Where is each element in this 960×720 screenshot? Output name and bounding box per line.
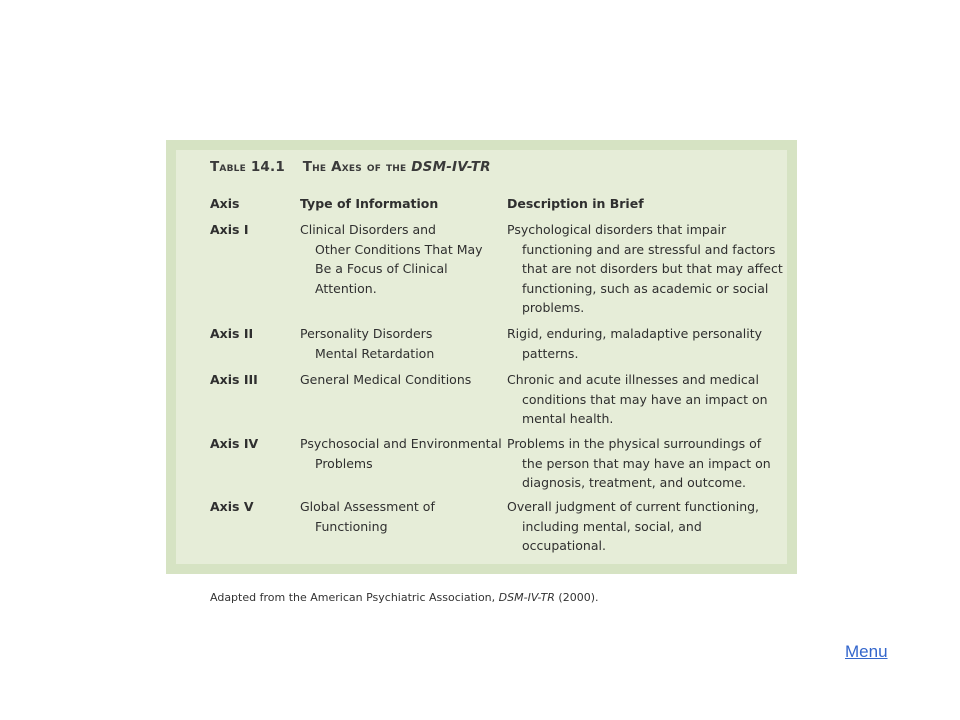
row-type-line: Mental Retardation [315,345,435,361]
row-type [300,220,483,298]
row-desc-line: problems. [522,300,585,315]
row-axis: Axis IV [210,436,259,451]
row-description [507,434,771,493]
row-type-line: Functioning [315,518,388,534]
row-type [300,497,435,536]
row-type-line: Personality Disorders [300,326,433,341]
menu-link[interactable]: Menu [845,642,888,661]
row-desc-line: diagnosis, treatment, and outcome. [522,475,746,490]
row-description [507,370,768,429]
row-desc-line: functioning, such as academic or social [522,280,769,296]
table-title-prefix: Table [210,159,246,175]
row-desc-line: functioning and are stressful and factors [522,241,776,257]
row-description [507,497,759,556]
row-desc-line: including mental, social, and [522,518,702,534]
row-axis: Axis I [210,222,249,237]
row-type-line: General Medical Conditions [300,372,472,387]
row-axis: Axis V [210,499,254,514]
row-type [300,370,471,390]
row-desc-line: mental health. [522,411,614,426]
row-axis: Axis III [210,372,258,387]
row-type-line: Be a Focus of Clinical [315,261,448,276]
row-type-line: Attention. [315,280,377,296]
table-row [210,220,248,240]
row-desc-line: patterns. [522,345,579,361]
row-type [300,324,434,363]
row-desc-line: Psychological disorders that impair [507,222,727,237]
table-title-italic: DSM-IV-TR [411,159,491,175]
row-type-line: Problems [315,455,373,471]
row-desc-line: Overall judgment of current functioning, [507,499,760,514]
row-desc-line: Problems in the physical surroundings of [507,436,762,451]
row-description [507,220,783,318]
row-desc-line: Rigid, enduring, maladaptive personality [507,326,763,341]
row-desc-line: occupational. [522,538,606,553]
table-row [210,370,258,390]
row-desc-line: Chronic and acute illnesses and medical [507,372,759,387]
table-title [210,159,491,175]
header-type: Type of Information [300,196,439,211]
header-axis: Axis [210,196,240,211]
row-desc-line: the person that may have an impact on [522,455,771,471]
row-type-line: Other Conditions That May [315,241,483,257]
row-type-line: Global Assessment of [300,499,435,514]
table-title-number: 14.1 [250,159,285,175]
header-description: Description in Brief [507,196,644,211]
row-type [300,434,502,473]
row-desc-line: conditions that may have an impact on [522,391,768,407]
table-title-main: The Axes of the [302,159,407,175]
row-type-line: Psychosocial and Environmental [300,436,502,451]
row-desc-line: that are not disorders but that may affect [522,261,783,276]
table-row [210,434,258,454]
row-description [507,324,762,363]
caption-prefix: Adapted from the American Psychiatric Association, [210,591,496,604]
table-caption [210,591,599,604]
row-axis: Axis II [210,326,254,341]
caption-suffix: (2000). [558,591,599,604]
caption-italic: DSM-IV-TR [498,591,555,604]
table-row [210,324,253,344]
table-row [210,497,254,517]
row-type-line: Clinical Disorders and [300,222,436,237]
